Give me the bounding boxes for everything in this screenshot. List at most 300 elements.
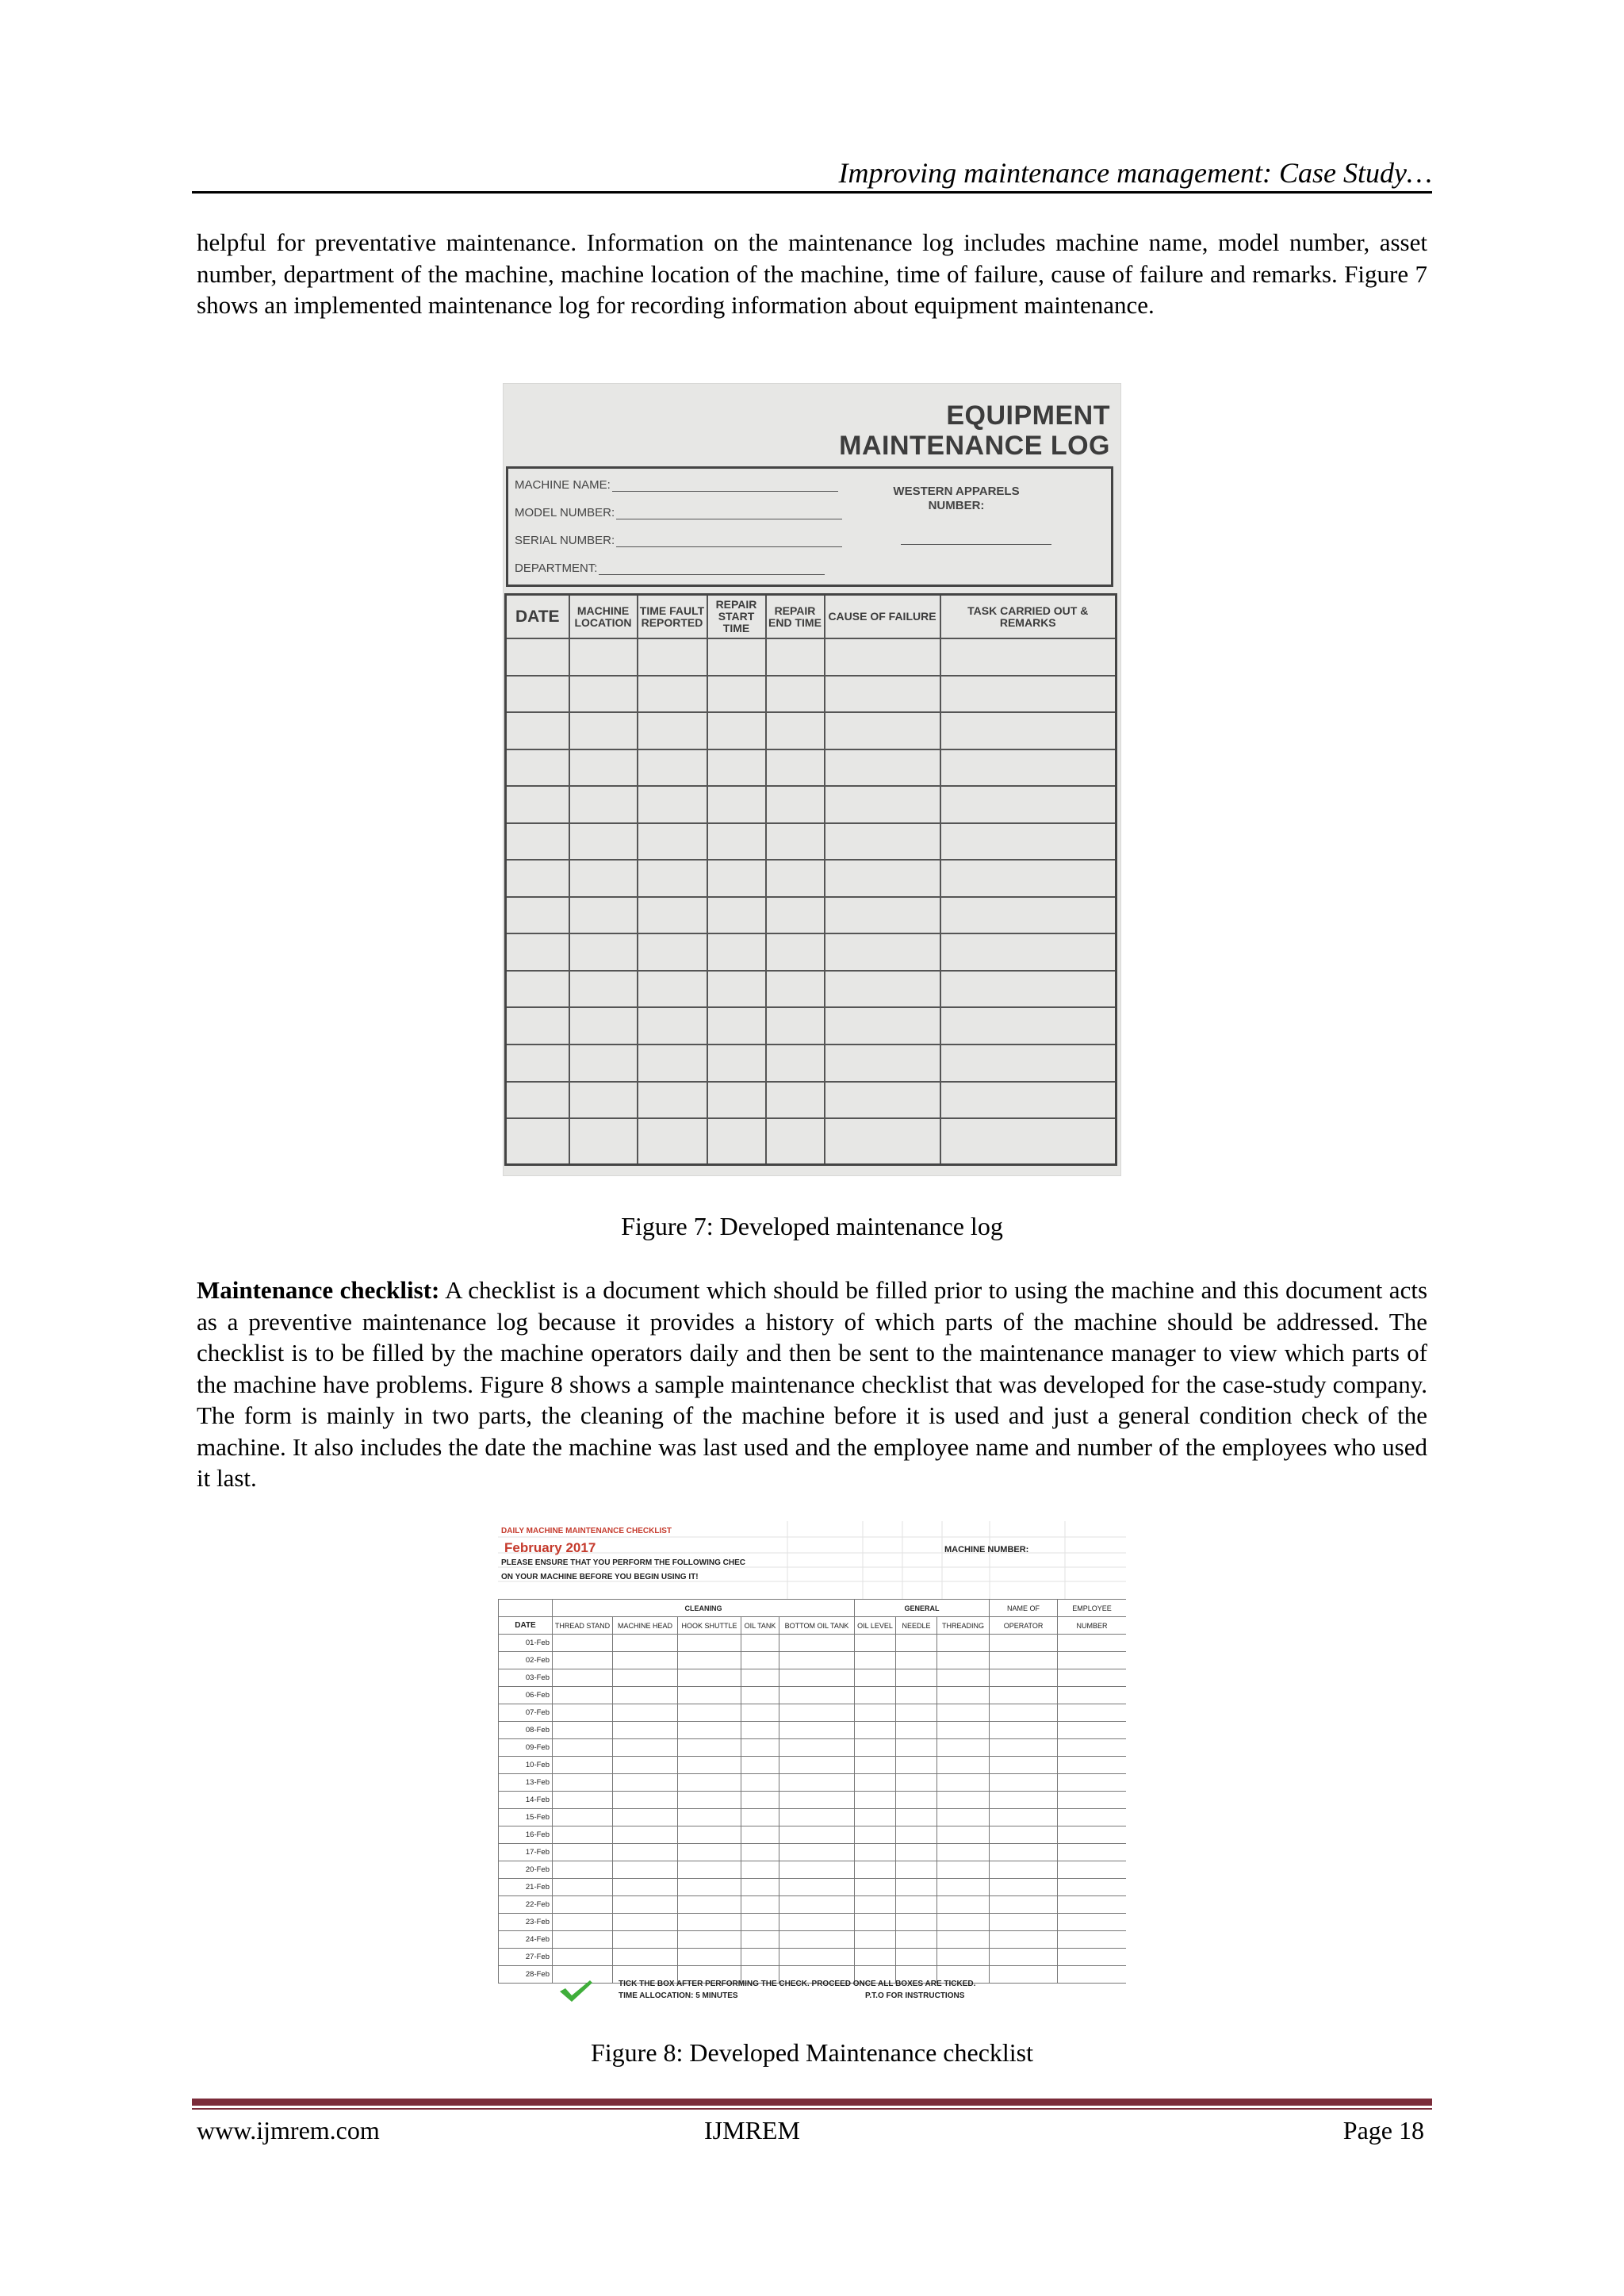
checklist-cell <box>741 1774 779 1792</box>
log-cell <box>638 676 707 713</box>
checklist-cell <box>990 1722 1058 1739</box>
checklist-cell <box>741 1792 779 1809</box>
checklist-cell <box>553 1914 613 1931</box>
checklist-cell <box>613 1652 678 1669</box>
checklist-cell <box>855 1652 896 1669</box>
log-title-line2: MAINTENANCE LOG <box>839 431 1110 461</box>
col-cause-of-failure: CAUSE OF FAILURE <box>825 595 940 639</box>
log-cell <box>707 860 766 897</box>
checklist-cell <box>855 1844 896 1861</box>
header-hook-shuttle: HOOK SHUTTLE <box>678 1617 741 1635</box>
checklist-row <box>499 1635 1127 1652</box>
footer-rule-thick <box>192 2099 1432 2106</box>
col-machine-location: MACHINE LOCATION <box>569 595 638 639</box>
log-cell <box>766 897 825 934</box>
checklist-cell <box>937 1635 990 1652</box>
checklist-cell <box>855 1669 896 1687</box>
checklist-cell <box>1058 1931 1126 1949</box>
checklist-row <box>499 1704 1127 1722</box>
checklist-cell <box>779 1669 855 1687</box>
checklist-cell <box>553 1757 613 1774</box>
checklist-date: 28-Feb <box>499 1966 553 1984</box>
log-cell <box>569 971 638 1008</box>
log-cell <box>569 933 638 971</box>
checklist-cell <box>613 1792 678 1809</box>
log-cell <box>707 638 766 676</box>
checklist-cell <box>937 1879 990 1896</box>
checklist-cell <box>741 1722 779 1739</box>
checklist-cell <box>678 1722 741 1739</box>
log-cell <box>707 712 766 749</box>
checklist-cell <box>1058 1635 1126 1652</box>
checklist-cell <box>553 1844 613 1861</box>
footer-page-number: Page 18 <box>1342 2116 1424 2145</box>
checklist-cell <box>678 1879 741 1896</box>
checklist-cell <box>779 1687 855 1704</box>
checklist-cell <box>855 1879 896 1896</box>
log-cell <box>825 749 940 787</box>
log-cell <box>766 971 825 1008</box>
checklist-cell <box>990 1774 1058 1792</box>
checklist-cell <box>937 1949 990 1966</box>
checklist-cell <box>779 1652 855 1669</box>
checklist-cell <box>855 1704 896 1722</box>
checklist-machine-number: MACHINE NUMBER: <box>944 1545 1029 1554</box>
log-cell <box>940 897 1116 934</box>
log-cell <box>506 971 569 1008</box>
col-date: DATE <box>506 595 569 639</box>
checklist-cell <box>553 1949 613 1966</box>
log-cell <box>506 1007 569 1045</box>
figure-8-caption: Figure 8: Developed Maintenance checklist <box>590 2038 1034 2067</box>
log-cell <box>569 897 638 934</box>
log-cell <box>506 786 569 823</box>
checklist-cell <box>741 1687 779 1704</box>
log-cell <box>766 712 825 749</box>
checklist-row <box>499 1931 1127 1949</box>
col-repair-end-time: REPAIR END TIME <box>766 595 825 639</box>
checklist-cell <box>779 1879 855 1896</box>
checklist-instruction-1: PLEASE ENSURE THAT YOU PERFORM THE FOLLOWING CHEC <box>501 1558 745 1567</box>
western-apparels-number: WESTERN APPARELS NUMBER: <box>893 485 1020 512</box>
log-row <box>506 1007 1116 1045</box>
checklist-row <box>499 1687 1127 1704</box>
checklist-cell <box>678 1669 741 1687</box>
checklist-cell <box>1058 1914 1126 1931</box>
log-cell <box>707 1007 766 1045</box>
checklist-cell <box>937 1669 990 1687</box>
checklist-cell <box>613 1722 678 1739</box>
checklist-cell <box>1058 1896 1126 1914</box>
log-cell <box>569 786 638 823</box>
log-cell <box>707 823 766 861</box>
checklist-cell <box>613 1774 678 1792</box>
checklist-cell <box>741 1914 779 1931</box>
checklist-cell <box>779 1826 855 1844</box>
checklist-cell <box>613 1949 678 1966</box>
checklist-date: 10-Feb <box>499 1757 553 1774</box>
checklist-cell <box>741 1635 779 1652</box>
checklist-cell <box>896 1669 937 1687</box>
log-cell <box>940 1045 1116 1082</box>
checklist-date: 07-Feb <box>499 1704 553 1722</box>
log-cell <box>766 1082 825 1119</box>
checklist-cell <box>613 1704 678 1722</box>
header-oil-level: OIL LEVEL <box>855 1617 896 1635</box>
header-date: DATE <box>499 1617 553 1635</box>
checklist-cell <box>741 1931 779 1949</box>
checklist-cell <box>553 1652 613 1669</box>
log-cell <box>638 1118 707 1164</box>
checklist-row <box>499 1774 1127 1792</box>
log-cell <box>940 823 1116 861</box>
checklist-cell <box>678 1757 741 1774</box>
checklist-cell <box>990 1669 1058 1687</box>
checklist-cell <box>937 1792 990 1809</box>
checklist-cell <box>990 1844 1058 1861</box>
checklist-cell <box>779 1861 855 1879</box>
checklist-cell <box>678 1931 741 1949</box>
checklist-date: 06-Feb <box>499 1687 553 1704</box>
checklist-date: 13-Feb <box>499 1774 553 1792</box>
log-cell <box>569 749 638 787</box>
checklist-cell <box>741 1669 779 1687</box>
log-cell <box>825 1082 940 1119</box>
log-cell <box>825 860 940 897</box>
log-row <box>506 1118 1116 1164</box>
header-rule <box>192 191 1432 194</box>
checklist-cell <box>741 1861 779 1879</box>
checklist-cell <box>896 1774 937 1792</box>
checklist-cell <box>855 1896 896 1914</box>
checklist-cell <box>990 1896 1058 1914</box>
checklist-cell <box>990 1809 1058 1826</box>
checklist-cell <box>553 1739 613 1757</box>
checklist-date: 23-Feb <box>499 1914 553 1931</box>
checklist-footer <box>498 1976 1126 2003</box>
header-threading: THREADING <box>937 1617 990 1635</box>
checklist-time-allocation: TIME ALLOCATION: 5 MINUTES <box>619 1991 738 2000</box>
log-cell <box>638 1082 707 1119</box>
log-cell <box>569 712 638 749</box>
log-cell <box>940 1082 1116 1119</box>
checklist-row <box>499 1914 1127 1931</box>
checklist-row <box>499 1844 1127 1861</box>
checklist-cell <box>1058 1809 1126 1826</box>
log-row <box>506 823 1116 861</box>
checklist-cell <box>1058 1669 1126 1687</box>
checklist-date: 02-Feb <box>499 1652 553 1669</box>
log-cell <box>638 786 707 823</box>
checklist-cell <box>855 1739 896 1757</box>
header-bottom-oil-tank: BOTTOM OIL TANK <box>779 1617 855 1635</box>
log-cell <box>766 676 825 713</box>
checklist-title: DAILY MACHINE MAINTENANCE CHECKLIST <box>501 1527 672 1535</box>
log-cell <box>638 1007 707 1045</box>
figure-7-maintenance-log <box>503 383 1121 1176</box>
checklist-cell <box>678 1844 741 1861</box>
checklist-cell <box>990 1861 1058 1879</box>
log-cell <box>569 823 638 861</box>
checklist-cell <box>678 1704 741 1722</box>
log-cell <box>569 1118 638 1164</box>
checklist-cell <box>937 1826 990 1844</box>
checklist-cell <box>1058 1844 1126 1861</box>
log-cell <box>569 1007 638 1045</box>
log-title-line1: EQUIPMENT <box>946 401 1110 431</box>
checklist-cell <box>613 1931 678 1949</box>
log-cell <box>506 712 569 749</box>
running-head: Improving maintenance management: Case Study… <box>838 157 1432 189</box>
checklist-cell <box>741 1879 779 1896</box>
paragraph-checklist <box>197 1274 1427 1494</box>
checklist-cell <box>937 1704 990 1722</box>
checklist-row <box>499 1739 1127 1757</box>
checklist-cell <box>937 1809 990 1826</box>
log-info-box <box>506 466 1113 587</box>
field-model-number: MODEL NUMBER: <box>515 506 842 519</box>
log-cell <box>506 823 569 861</box>
log-cell <box>638 638 707 676</box>
checklist-cell <box>613 1826 678 1844</box>
checklist-text: A checklist is a document which should be filled prior to using the machine and this document acts as a preventive maintenance log because it provides a history of which parts of the machine should be addressed. The checklist is to be filled by the machine operators daily and then be sent to the maintenance manager to view which parts of the machine have problems. Figure 8 shows a sample maintenance checklist that was developed for the case-study company. The form is mainly in two parts, the cleaning of the machine before it is used and just a general condition check of the machine. It also includes the date the machine was last used and the employee name and number of the employees who used it last. <box>197 1276 1428 1492</box>
checklist-cell <box>678 1739 741 1757</box>
checklist-cell <box>1058 1687 1126 1704</box>
checklist-cell <box>855 1722 896 1739</box>
checklist-cell <box>678 1949 741 1966</box>
checklist-cell <box>1058 1774 1126 1792</box>
checklist-cell <box>896 1792 937 1809</box>
log-cell <box>506 1118 569 1164</box>
checklist-cell <box>678 1687 741 1704</box>
log-row <box>506 897 1116 934</box>
checklist-cell <box>896 1949 937 1966</box>
checklist-cell <box>678 1635 741 1652</box>
checklist-cell <box>937 1652 990 1669</box>
checklist-cell <box>937 1896 990 1914</box>
log-cell <box>766 1007 825 1045</box>
checklist-cell <box>613 1861 678 1879</box>
checklist-cell <box>896 1809 937 1826</box>
log-cell <box>766 1045 825 1082</box>
log-cell <box>940 860 1116 897</box>
checklist-cell <box>896 1757 937 1774</box>
checklist-cell <box>1058 1757 1126 1774</box>
checklist-cell <box>937 1687 990 1704</box>
header-machine-head: MACHINE HEAD <box>613 1617 678 1635</box>
log-cell <box>707 676 766 713</box>
log-cell <box>766 1118 825 1164</box>
log-row <box>506 638 1116 676</box>
checklist-cell <box>990 1739 1058 1757</box>
header-number: NUMBER <box>1058 1617 1126 1635</box>
header-operator: OPERATOR <box>990 1617 1058 1635</box>
log-cell <box>638 749 707 787</box>
log-cell <box>940 676 1116 713</box>
checklist-cell <box>855 1949 896 1966</box>
checklist-date: 21-Feb <box>499 1879 553 1896</box>
log-row <box>506 933 1116 971</box>
log-row <box>506 676 1116 713</box>
log-cell <box>940 712 1116 749</box>
checklist-footer-note: TICK THE BOX AFTER PERFORMING THE CHECK. PROCEED ONCE ALL BOXES ARE TICKED. <box>619 1980 976 1988</box>
checklist-cell <box>937 1844 990 1861</box>
checklist-cell <box>990 1652 1058 1669</box>
header-thread-stand: THREAD STAND <box>553 1617 613 1635</box>
checklist-cell <box>779 1896 855 1914</box>
checklist-row <box>499 1809 1127 1826</box>
tick-icon <box>557 1978 594 2003</box>
checklist-cell <box>855 1792 896 1809</box>
checklist-cell <box>553 1896 613 1914</box>
checklist-cell <box>855 1687 896 1704</box>
log-header-row <box>506 595 1116 639</box>
checklist-cell <box>741 1826 779 1844</box>
checklist-instruction-2: ON YOUR MACHINE BEFORE YOU BEGIN USING IT! <box>501 1573 699 1581</box>
checklist-cell <box>779 1914 855 1931</box>
checklist-cell <box>1058 1652 1126 1669</box>
checklist-date: 03-Feb <box>499 1669 553 1687</box>
log-cell <box>707 786 766 823</box>
checklist-cell <box>1058 1861 1126 1879</box>
checklist-cell <box>937 1861 990 1879</box>
checklist-cell <box>553 1722 613 1739</box>
log-cell <box>940 933 1116 971</box>
checklist-cell <box>553 1687 613 1704</box>
log-cell <box>638 933 707 971</box>
checklist-cell <box>937 1757 990 1774</box>
checklist-cell <box>990 1949 1058 1966</box>
checklist-cell <box>990 1635 1058 1652</box>
checklist-cell <box>779 1774 855 1792</box>
checklist-cell <box>1058 1722 1126 1739</box>
checklist-cell <box>678 1792 741 1809</box>
paragraph-intro: helpful for preventative maintenance. Information on the maintenance log includes machine name, model number, asset number, department of the machine, machine location of the machine, time of failure, cause of failure and remarks. Figure 7 shows an implemented maintenance log for recording information about equipment maintenance. <box>197 228 1427 319</box>
western-apparels-line <box>901 544 1051 545</box>
checklist-cell <box>678 1652 741 1669</box>
group-general: GENERAL <box>855 1600 990 1617</box>
checklist-cell <box>553 1826 613 1844</box>
checklist-cell <box>855 1809 896 1826</box>
checklist-cell <box>613 1635 678 1652</box>
log-cell <box>707 897 766 934</box>
log-cell <box>707 1045 766 1082</box>
log-cell <box>707 971 766 1008</box>
checklist-cell <box>896 1914 937 1931</box>
checklist-row <box>499 1949 1127 1966</box>
checklist-date: 14-Feb <box>499 1792 553 1809</box>
checklist-cell <box>678 1914 741 1931</box>
log-cell <box>825 1045 940 1082</box>
log-cell <box>569 860 638 897</box>
log-cell <box>825 676 940 713</box>
checklist-date: 24-Feb <box>499 1931 553 1949</box>
checklist-cell <box>613 1739 678 1757</box>
checklist-cell <box>990 1704 1058 1722</box>
checklist-cell <box>779 1635 855 1652</box>
log-cell <box>506 676 569 713</box>
checklist-cell <box>896 1704 937 1722</box>
checklist-cell <box>855 1914 896 1931</box>
log-cell <box>638 897 707 934</box>
checklist-row <box>499 1757 1127 1774</box>
header-needle: NEEDLE <box>896 1617 937 1635</box>
header-oil-tank: OIL TANK <box>741 1617 779 1635</box>
log-cell <box>506 638 569 676</box>
checklist-cell <box>779 1722 855 1739</box>
checklist-cell <box>937 1722 990 1739</box>
checklist-cell <box>553 1635 613 1652</box>
field-serial-number: SERIAL NUMBER: <box>515 534 842 547</box>
log-row <box>506 1082 1116 1119</box>
checklist-cell <box>553 1809 613 1826</box>
field-machine-name: MACHINE NAME: <box>515 478 838 492</box>
header-employee: EMPLOYEE <box>1058 1600 1126 1617</box>
header-name-of: NAME OF <box>990 1600 1058 1617</box>
checklist-cell <box>779 1704 855 1722</box>
log-cell <box>825 638 940 676</box>
checklist-cell <box>553 1931 613 1949</box>
checklist-cell <box>741 1757 779 1774</box>
log-cell <box>506 1082 569 1119</box>
col-task-remarks: TASK CARRIED OUT & REMARKS <box>940 595 1116 639</box>
log-cell <box>707 1082 766 1119</box>
log-cell <box>638 1045 707 1082</box>
checklist-cell <box>553 1704 613 1722</box>
checklist-row <box>499 1722 1127 1739</box>
checklist-cell <box>613 1669 678 1687</box>
checklist-cell <box>613 1809 678 1826</box>
checklist-subheader-row <box>499 1617 1127 1635</box>
log-row <box>506 860 1116 897</box>
log-cell <box>707 1118 766 1164</box>
footer-journal: IJMREM <box>704 2116 800 2145</box>
checklist-cell <box>678 1774 741 1792</box>
log-cell <box>569 1045 638 1082</box>
log-cell <box>707 933 766 971</box>
checklist-table <box>498 1599 1126 1984</box>
log-cell <box>766 638 825 676</box>
figure-8-checklist <box>498 1521 1126 2003</box>
checklist-cell <box>613 1879 678 1896</box>
log-cell <box>766 823 825 861</box>
checklist-cell <box>1058 1879 1126 1896</box>
checklist-cell <box>855 1635 896 1652</box>
log-cell <box>825 971 940 1008</box>
log-cell <box>940 971 1116 1008</box>
checklist-cell <box>553 1861 613 1879</box>
checklist-cell <box>896 1826 937 1844</box>
checklist-cell <box>896 1861 937 1879</box>
log-cell <box>569 638 638 676</box>
checklist-cell <box>741 1704 779 1722</box>
checklist-date: 09-Feb <box>499 1739 553 1757</box>
checklist-row <box>499 1652 1127 1669</box>
checklist-cell <box>990 1757 1058 1774</box>
log-cell <box>766 786 825 823</box>
checklist-cell <box>553 1879 613 1896</box>
checklist-cell <box>1058 1739 1126 1757</box>
log-cell <box>766 860 825 897</box>
checklist-date: 16-Feb <box>499 1826 553 1844</box>
log-row <box>506 1045 1116 1082</box>
log-cell <box>506 933 569 971</box>
log-cell <box>638 860 707 897</box>
log-cell <box>940 786 1116 823</box>
log-cell <box>766 749 825 787</box>
log-cell <box>825 823 940 861</box>
checklist-cell <box>990 1914 1058 1931</box>
